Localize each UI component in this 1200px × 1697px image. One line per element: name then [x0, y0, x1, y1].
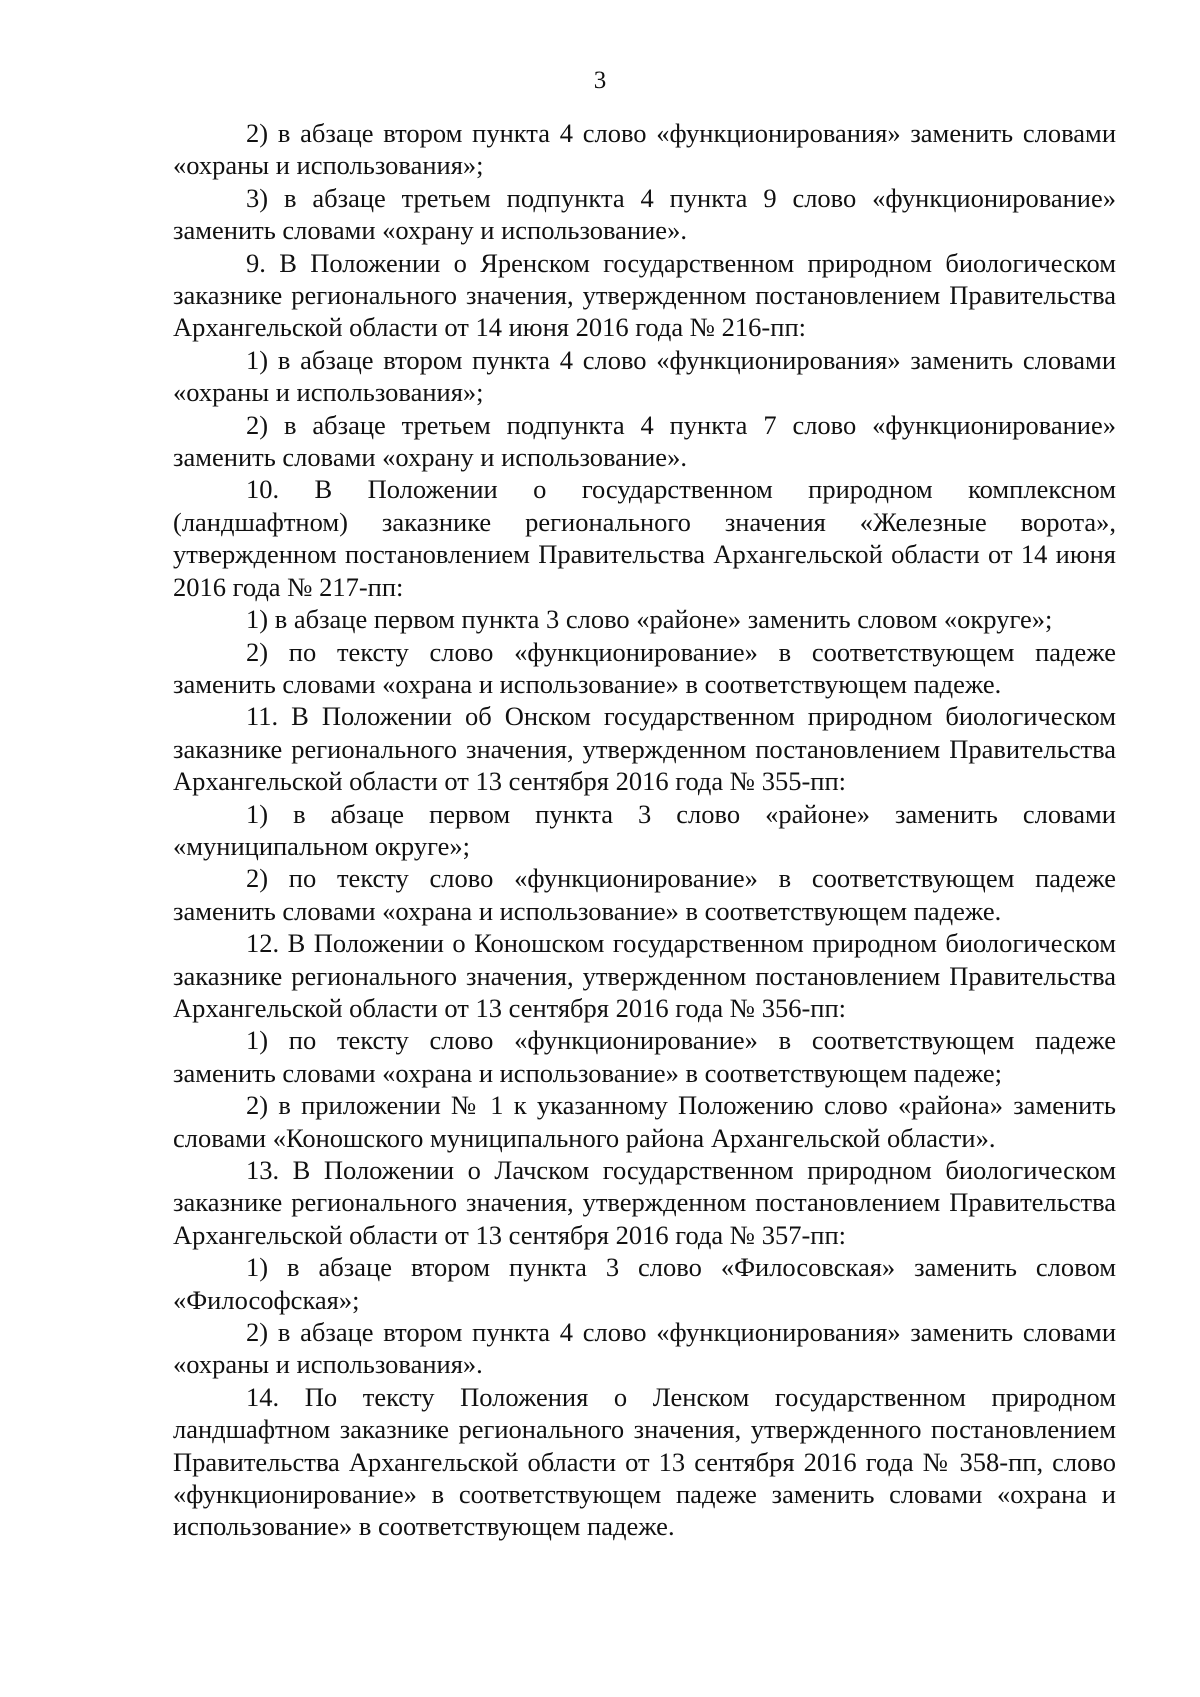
paragraph-13: 13. В Положении о Лачском государственном природном биологическом заказнике регионального значения, утвержденном постановлением Правительства Архангельской области от 13 сентября 2016 года № 357-пп: [173, 1155, 1116, 1250]
paragraph-13-2: 2) в абзаце втором пункта 4 слово «функционирования» заменить словами «охраны и использования». [173, 1317, 1116, 1380]
paragraph-9-1: 1) в абзаце втором пункта 4 слово «функционирования» заменить словами «охраны и использования»; [173, 344, 1116, 408]
paragraph-12-2: 2) в приложении № 1 к указанному Положению слово «района» заменить словами «Коношского муниципального района Архангельской области». [173, 1090, 1116, 1153]
paragraph-10-2: 2) по тексту слово «функционирование» в соответствующем падеже заменить словами «охрана и использование» в соответствующем падеже. [173, 636, 1116, 699]
document-body [173, 117, 1116, 1543]
paragraph-14: 14. По тексту Положения о Ленском государственном природном ландшафтном заказнике регионального значения, утвержденного постановлением Правительства Архангельской области от 13 сентября 2016 года № 358-пп, слово «функционирование» в соответствующем падеже заменить словами «охрана и использование» в соответствующем падеже. [173, 1381, 1116, 1542]
paragraph-11-2: 2) по тексту слово «функционирование» в соответствующем падеже заменить словами «охрана и использование» в соответствующем падеже. [173, 863, 1116, 926]
paragraph-11-1: 1) в абзаце первом пункта 3 слово «районе» заменить словами «муниципальном округе»; [173, 798, 1116, 861]
paragraph-12-1: 1) по тексту слово «функционирование» в соответствующем падеже заменить словами «охрана и использование» в соответствующем падеже; [173, 1025, 1116, 1088]
paragraph-8-3: 3) в абзаце третьем подпункта 4 пункта 9 слово «функционирование» заменить словами «охрану и использование». [173, 182, 1116, 246]
page-number: 3 [593, 67, 607, 94]
paragraph-13-1: 1) в абзаце втором пункта 3 слово «Филосовская» заменить словом «Философская»; [173, 1252, 1116, 1315]
paragraph-10-1: 1) в абзаце первом пункта 3 слово «районе» заменить словом «округе»; [246, 604, 1053, 635]
paragraph-11: 11. В Положении об Онском государственном природном биологическом заказнике регионального значения, утвержденном постановлением Правительства Архангельской области от 13 сентября 2016 года № 355-пп: [173, 701, 1116, 797]
paragraph-9: 9. В Положении о Яренском государственном природном биологическом заказнике регионального значения, утвержденном постановлением Правительства Архангельской области от 14 июня 2016 года № 216-пп: [173, 247, 1116, 343]
paragraph-12: 12. В Положении о Коношском государственном природном биологическом заказнике регионального значения, утвержденном постановлением Правительства Архангельской области от 13 сентября 2016 года № 356-пп: [173, 928, 1116, 1023]
paragraph-8-2: 2) в абзаце втором пункта 4 слово «функционирования» заменить словами «охраны и использования»; [173, 118, 1116, 181]
paragraph-10: 10. В Положении о государственном природном комплексном (ландшафтном) заказнике регионального значения «Железные ворота», утвержденном постановлением Правительства Архангельской области от 14 июня 2016 года № 217-пп: [173, 474, 1116, 602]
paragraph-9-2: 2) в абзаце третьем подпункта 4 пункта 7 слово «функционирование» заменить словами «охрану и использование». [173, 409, 1116, 473]
